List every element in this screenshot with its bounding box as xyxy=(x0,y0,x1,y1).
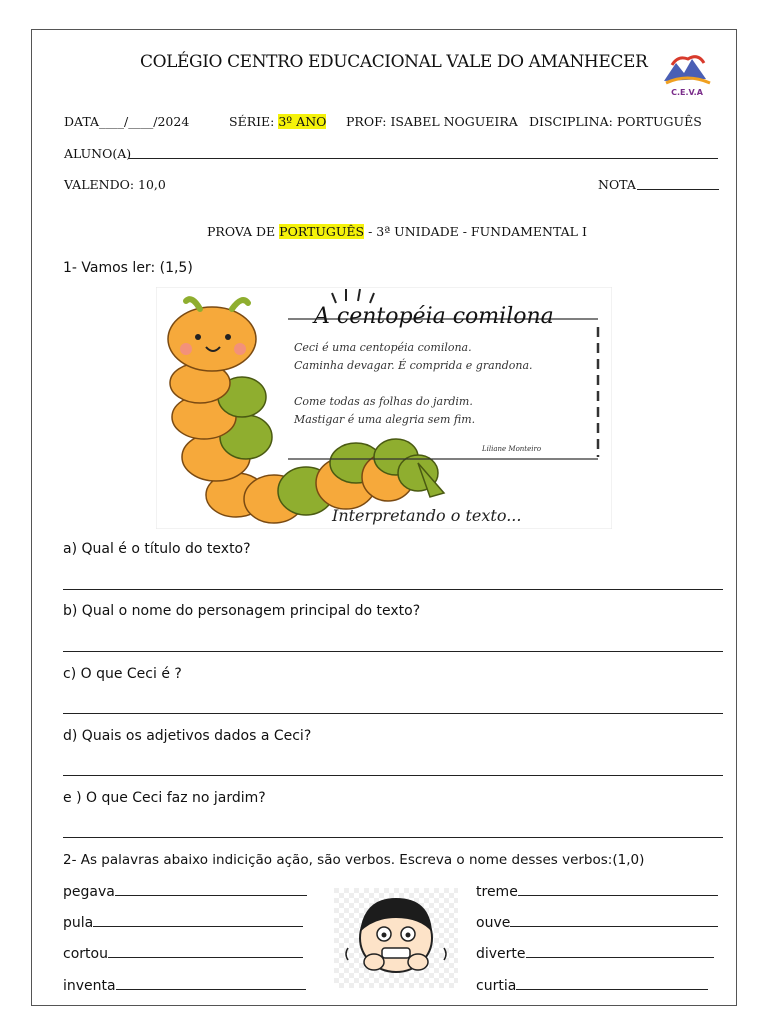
question-1-label: 1- Vamos ler: (1,5) xyxy=(63,260,193,276)
poem-line-2: Caminha devagar. É comprida e grandona. xyxy=(294,359,533,372)
serie-field xyxy=(229,114,326,129)
answer-line-a[interactable] xyxy=(63,589,723,590)
question-2-label: 2- As palavras abaixo indicição ação, são verbos. Escreva o nome desses verbos:(1,0) xyxy=(63,852,645,868)
verb-label: cortou xyxy=(63,946,108,962)
verb-label: treme xyxy=(476,884,518,900)
verb-word xyxy=(476,946,714,962)
answer-line-d[interactable] xyxy=(63,775,723,776)
question-c: c) O que Ceci é ? xyxy=(63,666,182,682)
serie-label: SÉRIE: xyxy=(229,114,275,129)
verb-answer-line[interactable] xyxy=(516,988,708,990)
grade-label: NOTA xyxy=(598,177,636,192)
school-name: COLÉGIO CENTRO EDUCACIONAL VALE DO AMANHECER xyxy=(140,52,648,72)
exam-title-suffix: - 3ª UNIDADE - FUNDAMENTAL I xyxy=(368,224,587,239)
verb-word xyxy=(476,978,708,994)
verb-answer-line[interactable] xyxy=(115,894,307,896)
verb-word xyxy=(63,946,303,962)
verb-answer-line[interactable] xyxy=(518,894,718,896)
teacher-field: PROF: ISABEL NOGUEIRA xyxy=(346,114,518,129)
score-total: VALENDO: 10,0 xyxy=(64,177,166,192)
verb-word xyxy=(63,915,303,931)
student-label: ALUNO(A) xyxy=(64,146,132,161)
discipline-field: DISCIPLINA: PORTUGUÊS xyxy=(529,114,702,129)
poem-line-1: Ceci é uma centopéia comilona. xyxy=(294,341,472,354)
poem-author: Liliane Monteiro xyxy=(482,445,542,453)
question-e: e ) O que Ceci faz no jardim? xyxy=(63,790,266,806)
serie-value: 3º ANO xyxy=(278,114,327,129)
verb-label: ouve xyxy=(476,915,511,931)
worried-child-illustration xyxy=(334,888,458,988)
verb-word xyxy=(476,915,718,931)
svg-text:C.E.V.A: C.E.V.A xyxy=(671,88,703,97)
verb-answer-line[interactable] xyxy=(108,956,303,958)
verb-word xyxy=(476,884,718,900)
poem-footer: Interpretando o texto... xyxy=(332,506,522,525)
verb-label: diverte xyxy=(476,946,526,962)
answer-line-c[interactable] xyxy=(63,713,723,714)
question-b: b) Qual o nome do personagem principal do texto? xyxy=(63,603,421,619)
question-d: d) Quais os adjetivos dados a Ceci? xyxy=(63,728,312,744)
verb-answer-line[interactable] xyxy=(116,988,306,990)
exam-title xyxy=(207,224,587,239)
verb-answer-line[interactable] xyxy=(93,925,303,927)
verb-answer-line[interactable] xyxy=(526,956,714,958)
exam-title-prefix: PROVA DE xyxy=(207,224,276,239)
verb-label: pula xyxy=(63,915,94,931)
verb-label: curtia xyxy=(476,978,517,994)
poem-line-3: Come todas as folhas do jardim. xyxy=(294,395,473,408)
answer-line-e[interactable] xyxy=(63,837,723,838)
verb-word xyxy=(63,884,307,900)
answer-line-b[interactable] xyxy=(63,651,723,652)
verb-label: pegava xyxy=(63,884,115,900)
date-field: DATA____/____/2024 xyxy=(64,114,190,129)
verb-label: inventa xyxy=(63,978,116,994)
poem-line-4: Mastigar é uma alegria sem fim. xyxy=(294,413,476,426)
grade-line[interactable] xyxy=(637,189,719,190)
question-a: a) Qual é o título do texto? xyxy=(63,541,251,557)
verb-word xyxy=(63,978,306,994)
student-name-line[interactable] xyxy=(128,158,718,159)
poem-title: A centopéia comilona xyxy=(314,304,554,329)
school-logo xyxy=(658,51,716,101)
exam-title-subject: PORTUGUÊS xyxy=(279,224,365,239)
verb-answer-line[interactable] xyxy=(510,925,718,927)
poem-illustration xyxy=(156,287,612,529)
